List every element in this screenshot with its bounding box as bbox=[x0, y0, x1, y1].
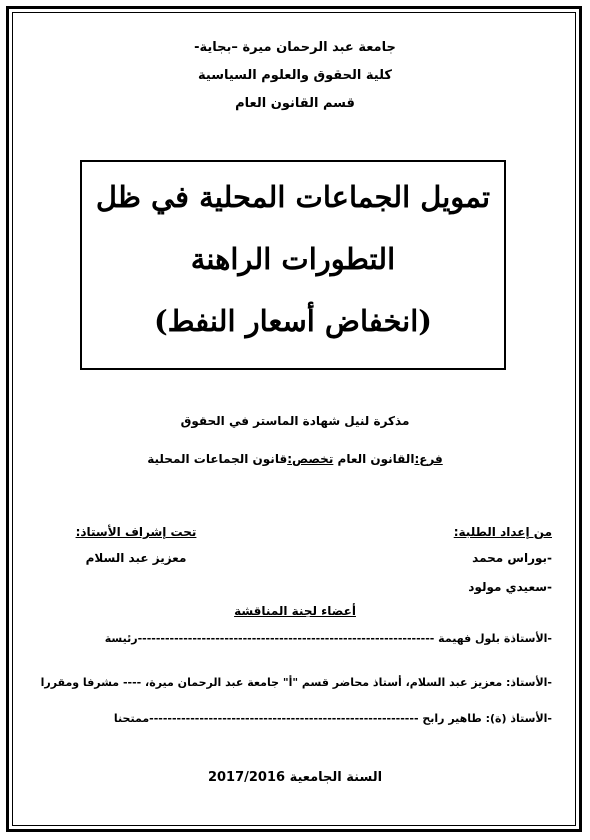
specialty-value: قانون الجماعات المحلية bbox=[147, 452, 288, 466]
university-name: جامعة عبد الرحمان ميرة –بجاية- bbox=[194, 40, 396, 55]
branch-value: القانون العام bbox=[333, 452, 415, 466]
thesis-title-line-3: (انخفاض أسعار النفط) bbox=[153, 304, 433, 338]
branch-label: فرع: bbox=[414, 452, 443, 466]
academic-year-label: السنة الجامعية bbox=[289, 770, 383, 785]
student-name-2: -سعيدي مولود bbox=[468, 580, 552, 594]
students-label: من إعداد الطلبة: bbox=[453, 525, 552, 539]
faculty-name: كلية الحقوق والعلوم السياسية bbox=[198, 68, 392, 83]
department-name: قسم القانون العام bbox=[235, 96, 355, 111]
thesis-title-box bbox=[80, 160, 506, 370]
supervisor-label: تحت إشراف الأستاذ: bbox=[75, 525, 197, 539]
branch-specialty bbox=[0, 452, 590, 466]
academic-year bbox=[0, 770, 590, 785]
specialty-label: تخصص: bbox=[287, 452, 334, 466]
memo-description: مذكرة لنيل شهادة الماستر في الحقوق bbox=[180, 414, 410, 428]
thesis-title-line-1: تمويل الجماعات المحلية في ظل bbox=[95, 180, 491, 214]
student-name-1: -بوراس محمد bbox=[472, 551, 552, 565]
jury-member-2: -الأستاذ: معزيز عبد السلام، أستاذ محاضر قسم "أ" جامعة عبد الرحمان ميرة، ---- مشرفا ومقررا bbox=[40, 676, 552, 689]
supervisor-name: معزيز عبد السلام bbox=[85, 551, 187, 565]
jury-member-3: -الأستاذ (ة): طاهير رابح -----------------------------------------------------------ممتحنا bbox=[113, 712, 552, 725]
academic-year-value: 2017/2016 bbox=[207, 770, 286, 785]
jury-heading: أعضاء لجنة المناقشة bbox=[234, 604, 356, 618]
thesis-title-line-2: التطورات الراهنة bbox=[190, 242, 396, 276]
jury-member-1: -الأستاذة بلول فهيمة -----------------------------------------------------------------رئيسة bbox=[104, 632, 552, 645]
